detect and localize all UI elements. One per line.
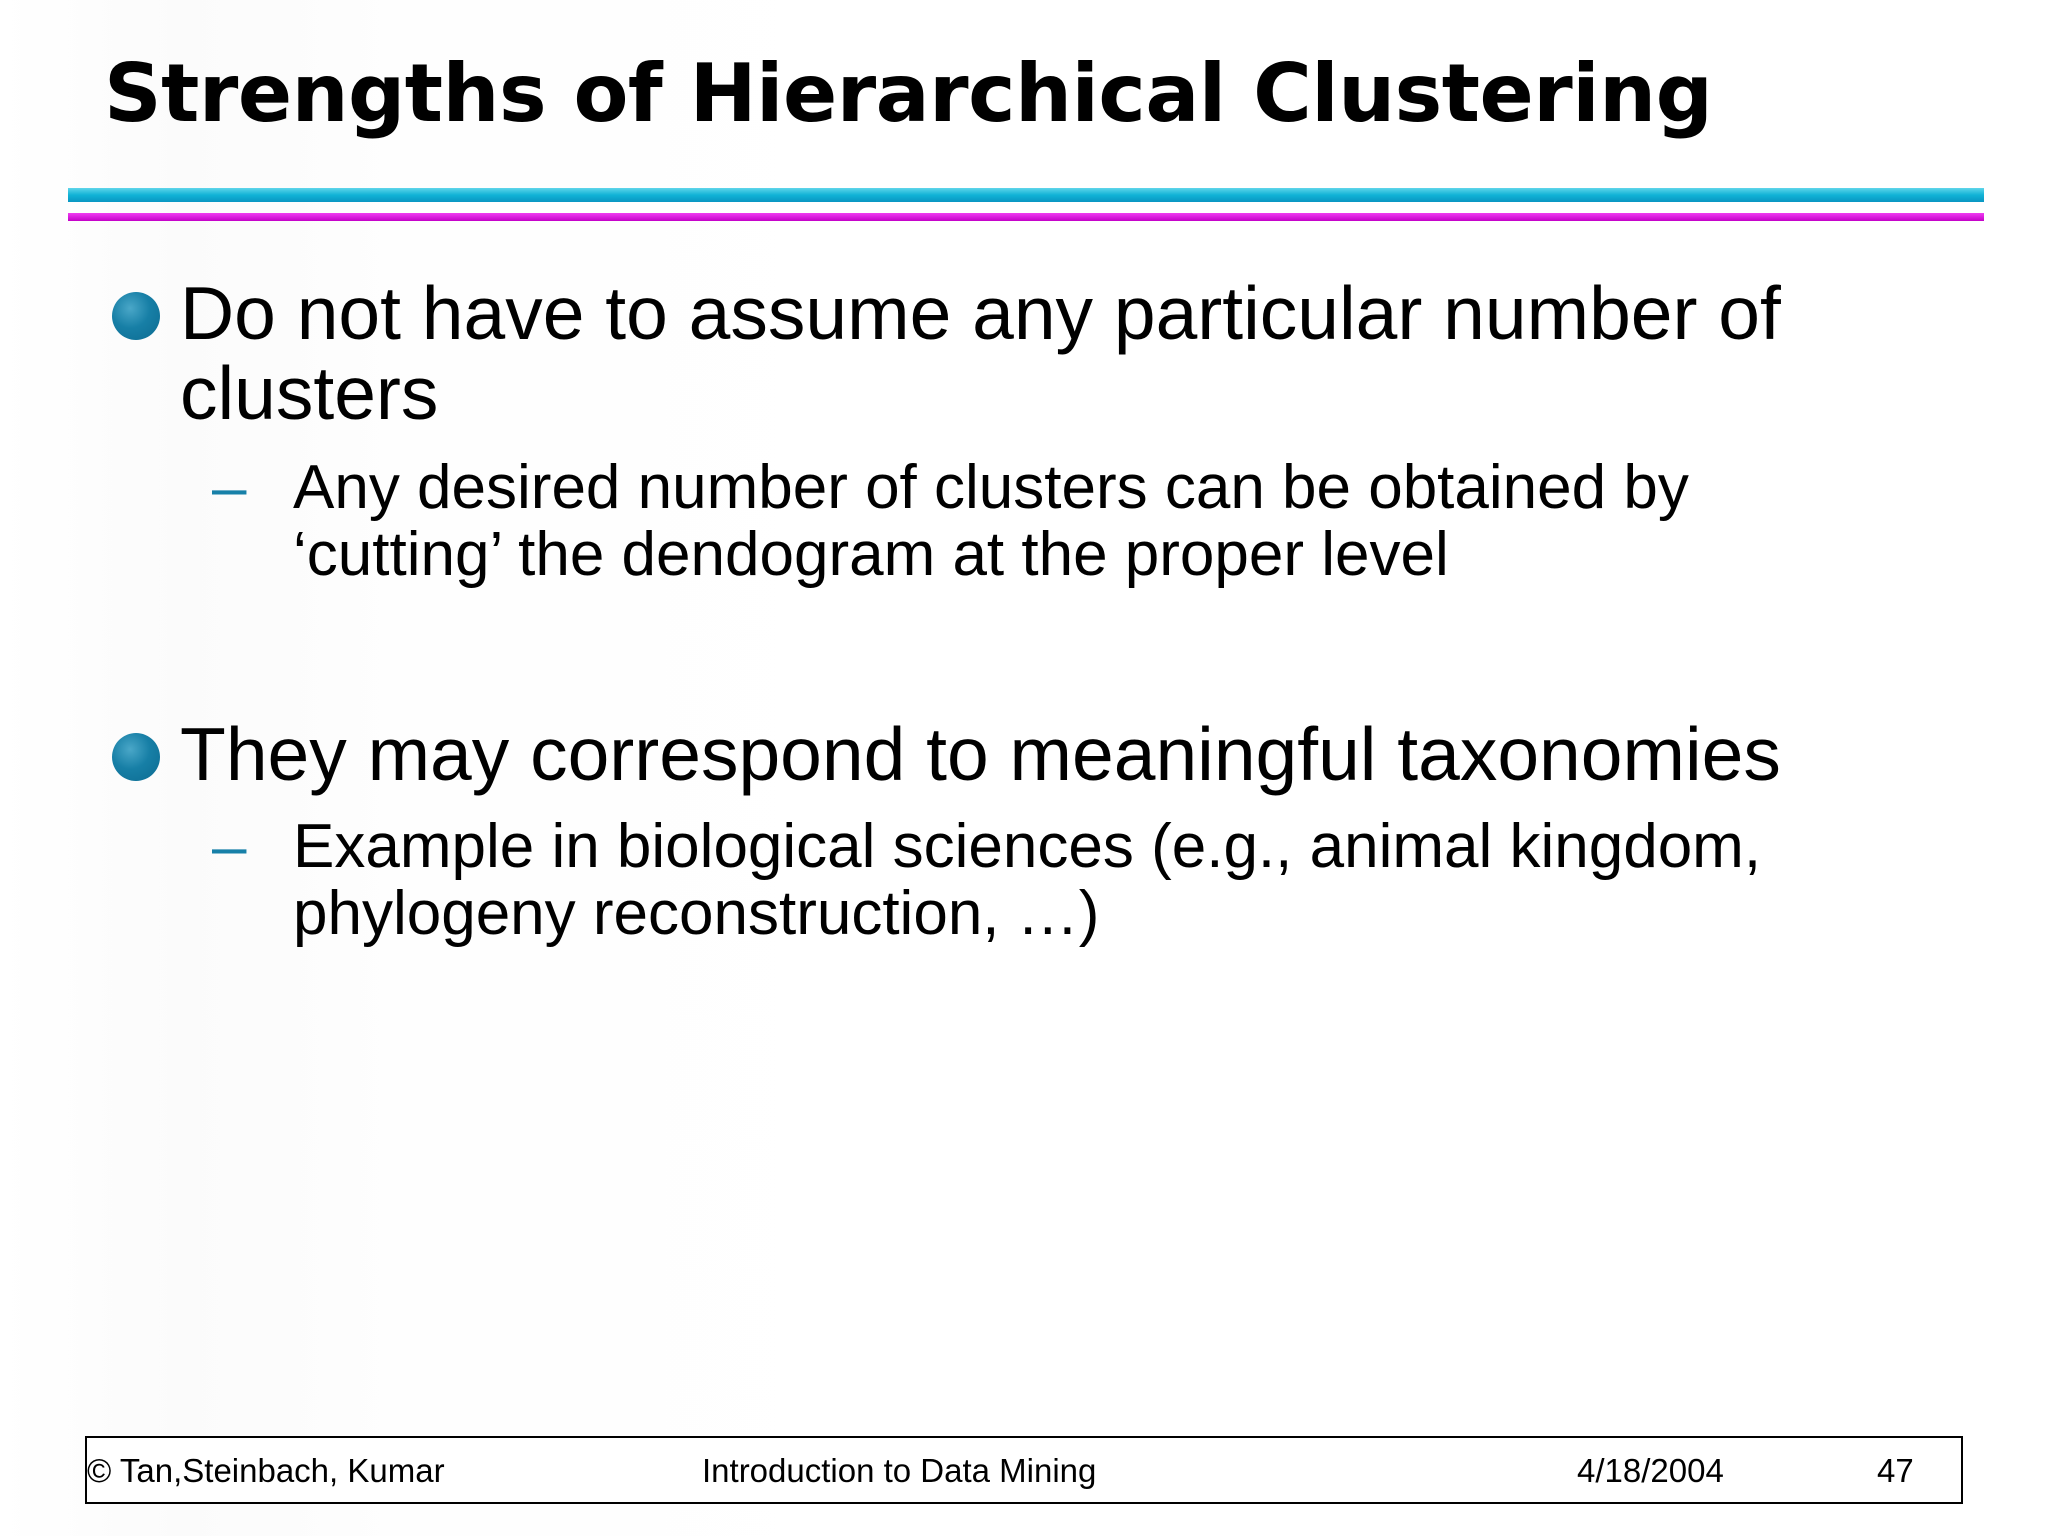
slide-title: Strengths of Hierarchical Clustering: [104, 47, 1713, 140]
footer-page-number: 47: [1877, 1452, 1914, 1489]
title-rule-magenta: [68, 213, 1984, 221]
sub-bullet-text-line-1: Example in biological sciences (e.g., animal kingdom,: [293, 812, 1762, 881]
bullet-item-1: [112, 272, 2012, 442]
slide-footer: [85, 1436, 1963, 1504]
bullet-text-line-1: They may correspond to meaningful taxonomies: [180, 712, 1781, 796]
footer-course-title: Introduction to Data Mining: [702, 1452, 1097, 1489]
sub-bullet-text-line-2: phylogeny reconstruction, …): [293, 879, 1100, 948]
footer-date: 4/18/2004: [1577, 1452, 1724, 1489]
bullet-text-line-2: clusters: [180, 351, 439, 435]
footer-authors: © Tan,Steinbach, Kumar: [87, 1452, 445, 1489]
sub-bullet-item-1: [212, 454, 2012, 594]
bullet-item-2: [112, 713, 2012, 803]
bullet-dot-icon: [112, 733, 160, 781]
sub-bullet-item-2: [212, 813, 2012, 953]
dash-icon: –: [212, 453, 247, 522]
dash-icon: –: [212, 812, 247, 881]
sub-bullet-text-line-1: Any desired number of clusters can be obtained by: [293, 453, 1689, 522]
bullet-text-line-1: Do not have to assume any particular number of: [180, 271, 1781, 355]
title-rule-cyan: [68, 188, 1984, 202]
sub-bullet-text-line-2: ‘cutting’ the dendogram at the proper level: [293, 520, 1449, 589]
bullet-dot-icon: [112, 292, 160, 340]
